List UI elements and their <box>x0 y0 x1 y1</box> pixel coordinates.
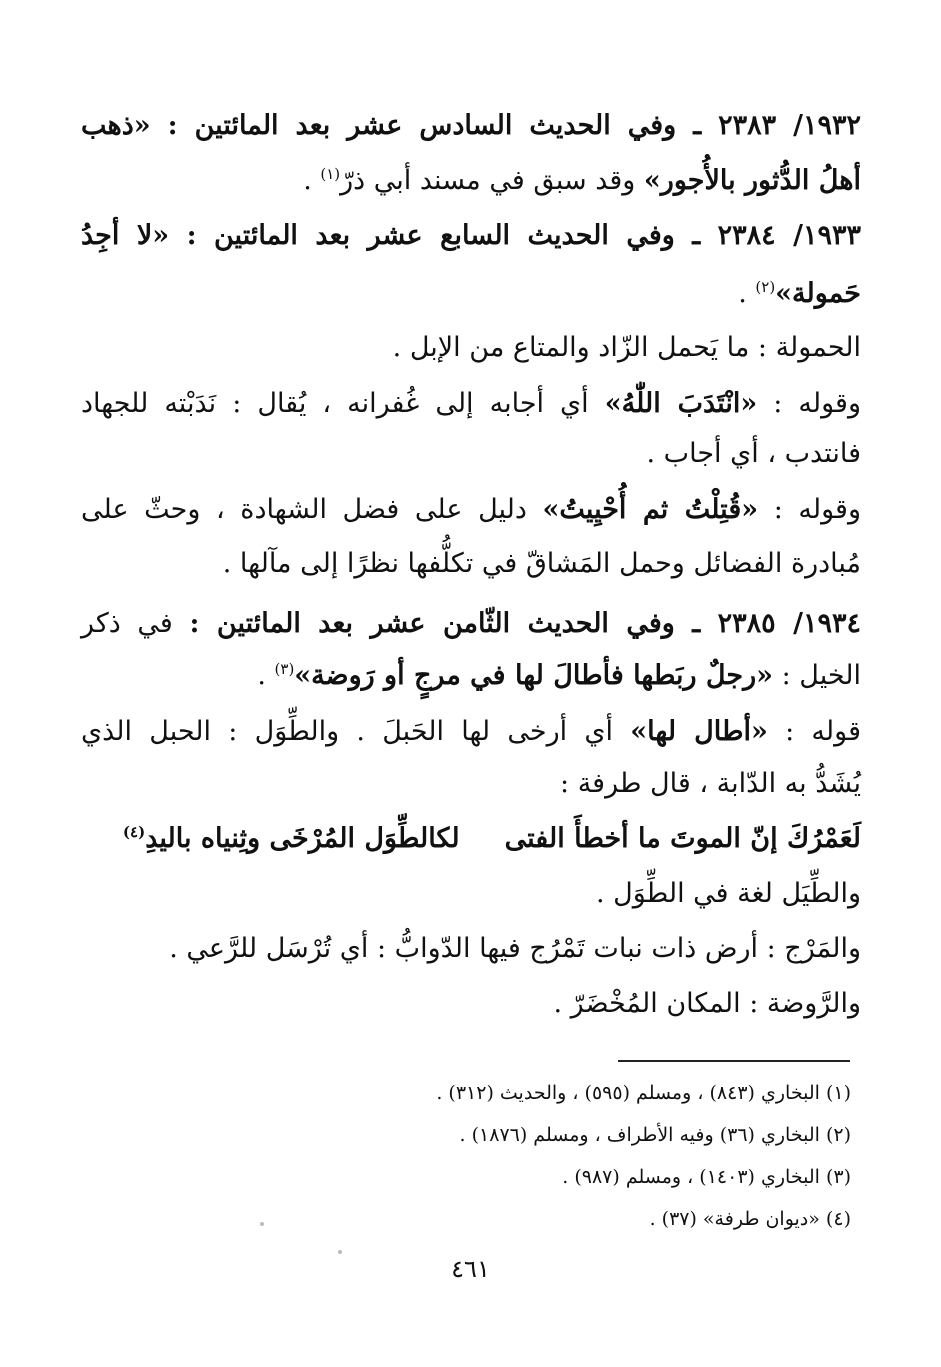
verse-second-hemistich-text: لكالطِّوَل المُرْخَى وثِنياه باليدِ <box>145 823 460 854</box>
text-run: فانتدب ، أي أجاب . <box>646 438 861 469</box>
text-line <box>81 380 861 428</box>
footnote-1: (١) البخاري (٨٤٣) ، ومسلم (٥٩٥) ، والحديث (٣١٢) . <box>436 1082 851 1104</box>
text-run: وقوله : <box>758 494 861 525</box>
verse-second-hemistich <box>123 815 460 863</box>
footnote-2: (٢) البخاري (٣٦) وفيه الأطراف ، ومسلم (١٨٧٦) . <box>459 1124 851 1146</box>
text-line <box>81 708 861 756</box>
footnote-marker: (٣) <box>274 660 295 678</box>
text-line <box>81 270 861 318</box>
text-run: دليل على فضل الشهادة ، وحثّ على <box>81 494 543 525</box>
text-run: «أطال لها» <box>630 716 768 747</box>
text-run: ١٩٣٢/ ٢٣٨٣ ـ وفي الحديث السادس عشر بعد المائتين : «ذهب <box>81 110 862 141</box>
footnote-marker: (٤) <box>122 823 146 841</box>
text-line <box>81 980 861 1028</box>
text-line <box>81 102 861 150</box>
text-run: الحمولة : ما يَحمل الزّاد والمتاع من الإبل . <box>392 332 861 363</box>
text-line <box>81 540 861 588</box>
footnote-marker: (١) <box>320 165 341 183</box>
text-line <box>81 212 861 260</box>
text-line <box>81 324 861 372</box>
page-number: ٤٦١ <box>451 1255 490 1283</box>
text-run: أهلُ الدُّثور بالأُجور» <box>643 165 861 196</box>
footnote-3: (٣) البخاري (١٤٠٣) ، ومسلم (٩٨٧) . <box>562 1166 851 1188</box>
footnote-4: (٤) «ديوان طرفة» (٣٧) . <box>649 1208 851 1230</box>
text-run: وقوله : <box>757 388 862 419</box>
text-run: «رجلٌ ربَطها فأطالَ لها في مرجٍ أو رَوضة» <box>294 660 773 691</box>
text-run: قوله : <box>767 716 861 747</box>
text-run: حَمولة» <box>775 278 861 309</box>
scan-speck <box>338 1250 342 1254</box>
text-run: يُشَدُّ به الدّابة ، قال طرفة : <box>560 768 861 799</box>
text-run: وقد سبق في مسند أبي ذرّ <box>340 165 644 196</box>
text-line <box>81 157 861 205</box>
text-line <box>81 870 861 918</box>
text-line <box>81 430 861 478</box>
text-run: . <box>303 165 321 196</box>
text-run: . <box>738 278 756 309</box>
text-run: «قُتِلْتُ ثم أُحْيِيتُ» <box>542 494 759 525</box>
text-run: في ذكر <box>81 608 190 639</box>
text-line <box>81 600 861 648</box>
text-run: ١٩٣٣/ ٢٣٨٤ ـ وفي الحديث السابع عشر بعد المائتين : «لا أجِدُ <box>81 220 861 251</box>
text-run: «انْتَدَبَ اللّٰهُ» <box>604 388 758 419</box>
text-run: والمَرْج : أرض ذات نبات تَمْرُج فيها الدّوابُّ : أي تُرْسَل للرَّعي . <box>169 933 861 964</box>
verse-first-hemistich: لَعَمْرُكَ إنّ الموتَ ما أخطأَ الفتى <box>504 823 861 854</box>
footnote-separator <box>618 1060 850 1062</box>
text-line <box>81 925 861 973</box>
text-run: أي أرخى لها الحَبلَ . والطِّوَل : الحبل الذي <box>81 716 631 747</box>
text-run: والرَّوضة : المكان المُخْضَرّ . <box>553 988 861 1019</box>
text-run: أي أجابه إلى غُفرانه ، يُقال : نَدَبْته للجهاد <box>81 388 605 419</box>
poetry-verse <box>81 815 861 863</box>
text-run: ١٩٣٤/ ٢٣٨٥ ـ وفي الحديث الثّامن عشر بعد المائتين : <box>189 608 862 639</box>
text-run: الخيل : <box>772 660 861 691</box>
footnote-marker: (٢) <box>755 278 776 296</box>
text-line <box>81 486 861 534</box>
scan-speck <box>260 1222 264 1226</box>
text-line <box>81 760 861 808</box>
text-line <box>81 652 861 700</box>
text-run: . <box>257 660 275 691</box>
text-run: مُبادرة الفضائل وحمل المَشاقّ في تكلُّفها نظرًا إلى مآلها . <box>222 548 861 579</box>
text-run: والطِّيَل لغة في الطِّوَل . <box>595 878 861 909</box>
